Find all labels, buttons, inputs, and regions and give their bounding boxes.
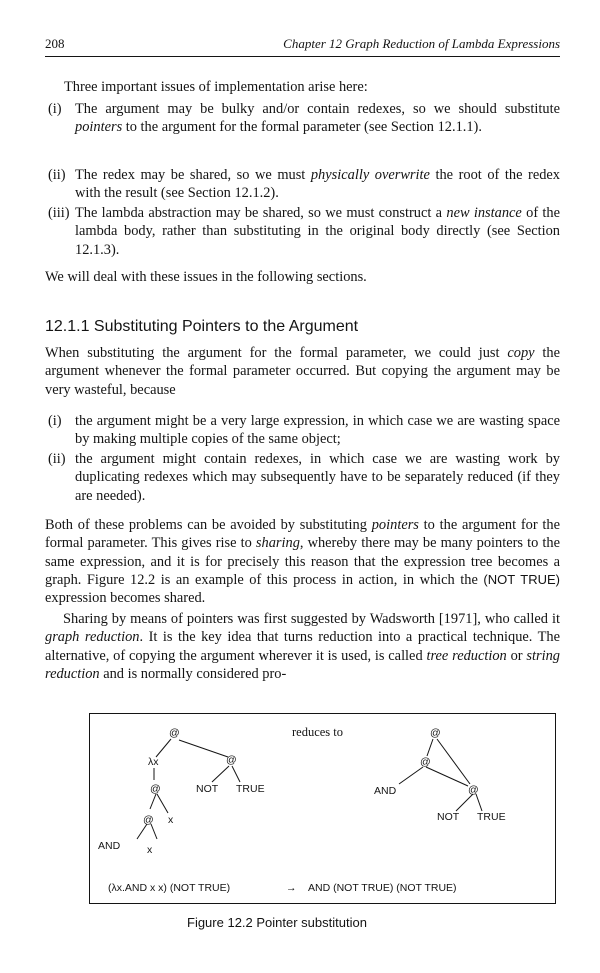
and-node: AND (98, 840, 121, 852)
problem-body: the argument might be a very large expression, in which case we are wasting space by making multiple copies of the same object; (75, 413, 560, 448)
issue-item-3 (48, 204, 560, 259)
paragraph-1: When substituting the argument for the formal parameter, we could just copy the argument whenever the formal parameter occurred. But copying the argument may be very wasteful, because (45, 345, 560, 398)
issue-label: (i) (48, 101, 62, 117)
and-node: AND (374, 785, 397, 797)
problem-label: (i) (48, 413, 62, 429)
header-rule (45, 56, 560, 57)
var-x-node: x (147, 844, 153, 856)
app-node-inner: @ (143, 814, 154, 826)
reduces-to-label: reduces to (292, 725, 344, 739)
true-node: TRUE (236, 783, 265, 795)
figure-caption: Figure 12.2 Pointer substitution (187, 915, 367, 930)
pointer-substitution-diagram (90, 714, 557, 905)
issue-item-1 (48, 100, 560, 137)
var-x-node: x (168, 814, 174, 826)
app-node-body: @ (150, 783, 161, 795)
problem-item-2 (48, 450, 560, 505)
issue-label: (ii) (48, 167, 66, 183)
intro-text: Three important issues of implementation arise here: (64, 79, 368, 95)
formula-right: AND (NOT TRUE) (NOT TRUE) (308, 882, 457, 894)
problem-label: (ii) (48, 451, 66, 467)
app-node-arg: @ (226, 754, 237, 766)
problem-body: the argument might contain redexes, in which case we are wasting work by duplicating redexes which may subsequently have to be separately reduced (if they are needed). (75, 451, 560, 504)
page-number: 208 (45, 36, 65, 51)
issue-label: (iii) (48, 205, 70, 221)
figure-box (89, 713, 556, 904)
paragraph-3: Sharing by means of pointers was first suggested by Wadsworth [1971], who called it graph reduction. It is the key idea that turns reduction into a practical technique. The alternative, of copying the argument wherever it is used, is called tree reduction or string reduction and is normally considered pro- (45, 611, 560, 682)
app-node-root: @ (169, 727, 180, 739)
section-heading: 12.1.1 Substituting Pointers to the Argument (45, 318, 359, 335)
running-title: Chapter 12 Graph Reduction of Lambda Expressions (283, 36, 560, 51)
formula-left: (λx.AND x x) (NOT TRUE) (108, 882, 231, 894)
issue-item-2 (48, 166, 560, 203)
issue-body: The lambda abstraction may be shared, so we must construct a new instance of the lambda body, rather than substituting in the original body directly (see Section 12.1.3). (75, 205, 560, 258)
not-node: NOT (196, 783, 219, 795)
app-node-inner: @ (420, 756, 431, 768)
true-node: TRUE (477, 811, 506, 823)
reduction-arrow: → (286, 882, 297, 894)
not-node: NOT (437, 811, 460, 823)
issue-body: The argument may be bulky and/or contain redexes, so we should substitute pointers to the argument for the formal parameter (see Section 12.1.1). (75, 101, 560, 136)
app-node-root: @ (430, 727, 441, 739)
problem-item-1 (48, 412, 560, 449)
paragraph-2: Both of these problems can be avoided by substituting pointers to the argument for the formal parameter. This gives rise to sharing, whereby there may be many pointers to the same expression, and it is for precisely this reason that the expression tree becomes a graph. Figure 12.2 is an example of this process in action, in which the (NOT TRUE) expression becomes shared. (45, 517, 560, 607)
lambda-node: λx (148, 756, 159, 768)
page-header (45, 36, 560, 56)
closing-text: We will deal with these issues in the following sections. (45, 269, 367, 285)
app-node-shared: @ (468, 784, 479, 796)
issue-body: The redex may be shared, so we must physically overwrite the root of the redex with the result (see Section 12.1.2). (75, 167, 560, 202)
